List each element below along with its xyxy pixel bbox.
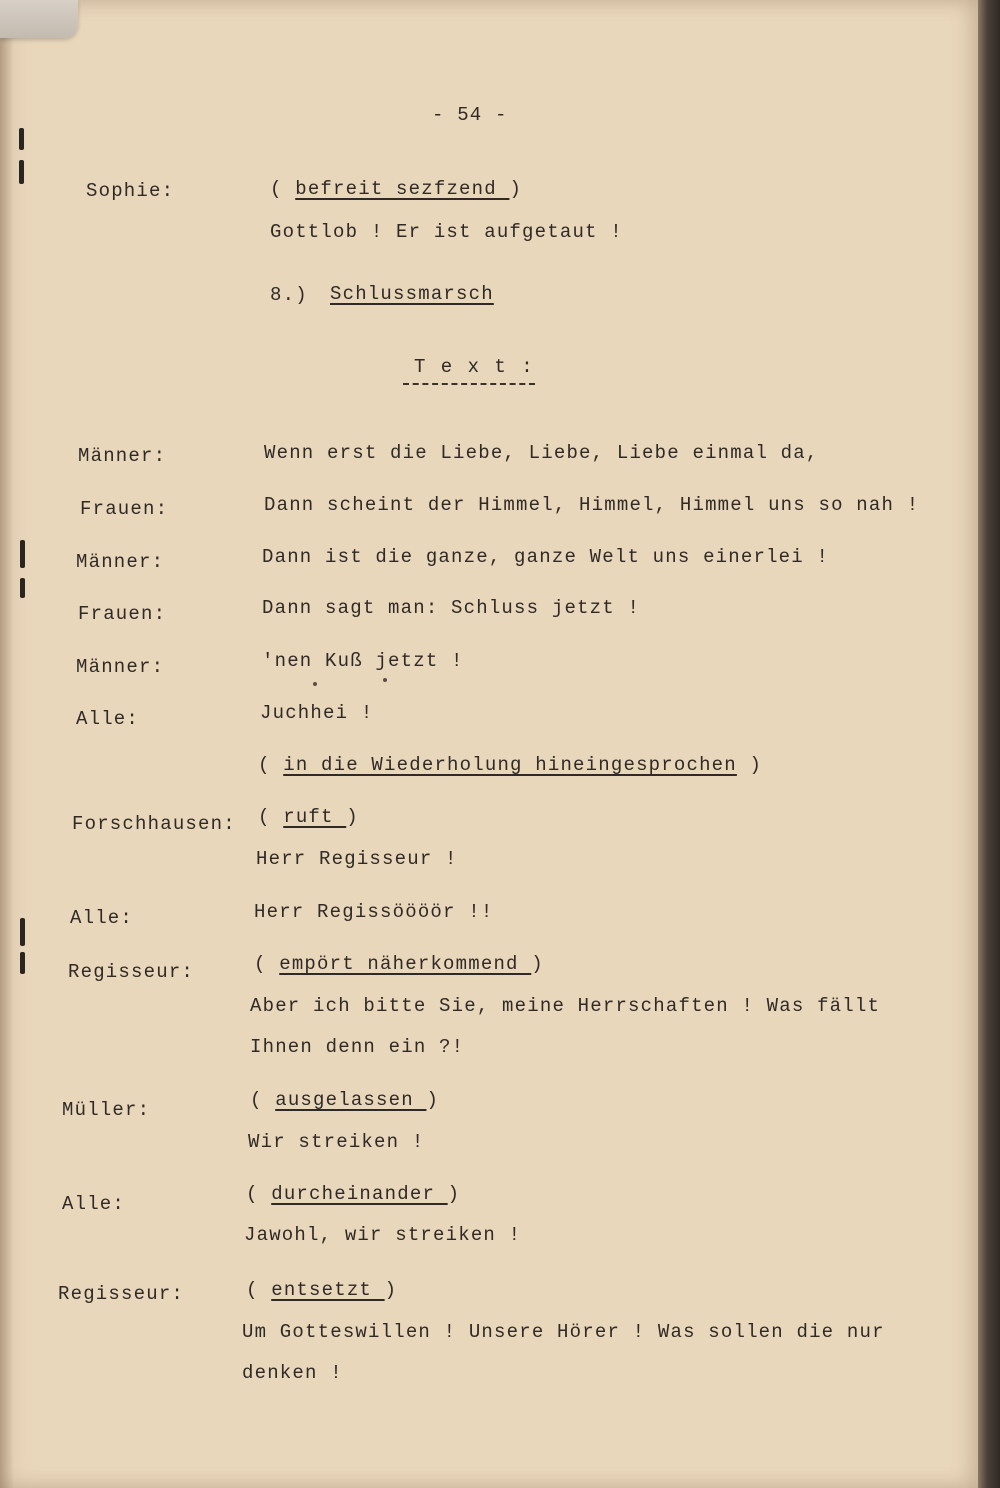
- binder-tab: [0, 0, 78, 38]
- speaker-label: Männer:: [76, 551, 165, 573]
- speaker-label: Forschhausen:: [72, 813, 236, 835]
- speaker-label: Alle:: [76, 708, 140, 730]
- binding-mark: [20, 952, 25, 974]
- song-line: 'nen Kuß jetzt !: [262, 650, 464, 672]
- dialogue-line: Gottlob ! Er ist aufgetaut !: [270, 221, 623, 243]
- speaker-label: Alle:: [70, 907, 134, 929]
- dialogue-line: Ihnen denn ein ?!: [250, 1036, 465, 1058]
- page-number: - 54 -: [432, 104, 508, 126]
- dialogue-line: Herr Regissöööör !!: [254, 901, 494, 923]
- stage-direction: ( in die Wiederholung hineingesprochen ): [258, 754, 763, 776]
- stage-direction: ( ausgelassen ): [250, 1089, 440, 1111]
- binding-mark: [20, 918, 25, 946]
- song-line: Juchhei !: [260, 702, 374, 724]
- binding-mark: [19, 128, 24, 150]
- binding-shadow: [0, 0, 14, 1488]
- speaker-label: Frauen:: [78, 603, 167, 625]
- section-number: 8.): [270, 284, 308, 306]
- speaker-label: Alle:: [62, 1193, 126, 1215]
- speaker-label: Regisseur:: [58, 1283, 185, 1305]
- binding-mark: [20, 578, 25, 598]
- speaker-label: Männer:: [76, 656, 165, 678]
- text-heading: T e x t :: [414, 356, 535, 378]
- stage-direction: ( empört näherkommend ): [254, 953, 544, 975]
- speaker-label: Regisseur:: [68, 961, 195, 983]
- page-edge: [978, 0, 1000, 1488]
- dialogue-line: denken !: [242, 1362, 343, 1384]
- stage-direction: ( befreit sezfzend ): [270, 178, 523, 200]
- dialogue-line: Um Gotteswillen ! Unsere Hörer ! Was sollen die nur: [242, 1321, 885, 1343]
- dialogue-line: Aber ich bitte Sie, meine Herrschaften ! Was fällt: [250, 995, 881, 1017]
- speaker-label: Männer:: [78, 445, 167, 467]
- section-title: Schlussmarsch: [330, 283, 494, 305]
- stage-direction: ( ruft ): [258, 806, 359, 828]
- binding-mark: [20, 540, 25, 568]
- ink-speck: [383, 678, 387, 682]
- heading-underline: [403, 383, 535, 385]
- dialogue-line: Wir streiken !: [248, 1131, 425, 1153]
- song-line: Wenn erst die Liebe, Liebe, Liebe einmal da,: [264, 442, 819, 464]
- dialogue-line: Jawohl, wir streiken !: [244, 1224, 522, 1246]
- song-line: Dann sagt man: Schluss jetzt !: [262, 597, 641, 619]
- stage-direction: ( durcheinander ): [246, 1183, 461, 1205]
- speaker-label: Frauen:: [80, 498, 169, 520]
- speaker-label: Sophie:: [86, 180, 175, 202]
- song-line: Dann scheint der Himmel, Himmel, Himmel uns so nah !: [264, 494, 920, 516]
- dialogue-line: Herr Regisseur !: [256, 848, 458, 870]
- speaker-label: Müller:: [62, 1099, 151, 1121]
- stage-direction: ( entsetzt ): [246, 1279, 398, 1301]
- ink-speck: [313, 682, 317, 686]
- binding-mark: [19, 160, 24, 184]
- song-line: Dann ist die ganze, ganze Welt uns einerlei !: [262, 546, 830, 568]
